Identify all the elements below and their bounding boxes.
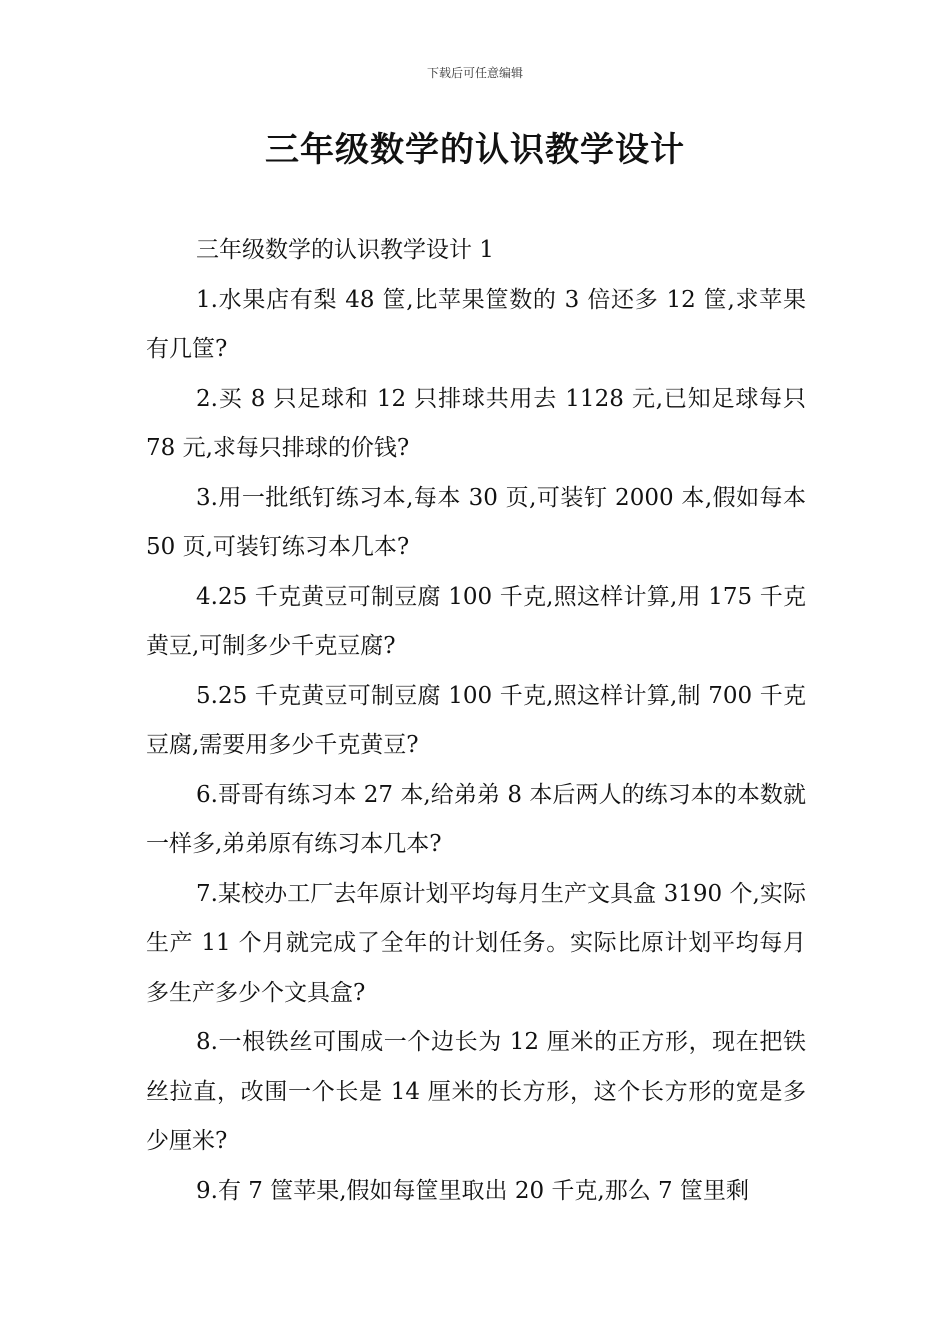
question-2: 2.买 8 只足球和 12 只排球共用去 1128 元,已知足球每只 78 元,求每只排球的价钱?	[146, 385, 806, 461]
header-note: 下载后可任意编辑	[426, 66, 523, 80]
document-title: 三年级数学的认识教学设计	[265, 130, 685, 170]
question-4: 4.25 千克黄豆可制豆腐 100 千克,照这样计算,用 175 千克黄豆,可制多少千克豆腐?	[146, 583, 806, 659]
question-5: 5.25 千克黄豆可制豆腐 100 千克,照这样计算,制 700 千克豆腐,需要用多少千克黄豆?	[146, 682, 806, 758]
question-1: 1.水果店有梨 48 筐,比苹果筐数的 3 倍还多 12 筐,求苹果有几筐?	[146, 286, 806, 362]
question-8: 8.一根铁丝可围成一个边长为 12 厘米的正方形，现在把铁丝拉直，改围一个长是 14 厘米的长方形，这个长方形的宽是多少厘米?	[146, 1029, 806, 1154]
question-6: 6.哥哥有练习本 27 本,给弟弟 8 本后两人的练习本的本数就一样多,弟弟原有练习本几本?	[146, 781, 806, 857]
question-9: 9.有 7 筐苹果,假如每筐里取出 20 千克,那么 7 筐里剩	[196, 1177, 749, 1204]
question-3: 3.用一批纸钉练习本,每本 30 页,可装钉 2000 本,假如每本 50 页,可装钉练习本几本?	[146, 484, 806, 560]
document-body	[146, 226, 806, 1216]
section-heading: 三年级数学的认识教学设计 1	[196, 237, 494, 263]
question-7: 7.某校办工厂去年原计划平均每月生产文具盒 3190 个,实际生产 11 个月就完成了全年的计划任务。实际比原计划平均每月多生产多少个文具盒?	[146, 880, 806, 1006]
